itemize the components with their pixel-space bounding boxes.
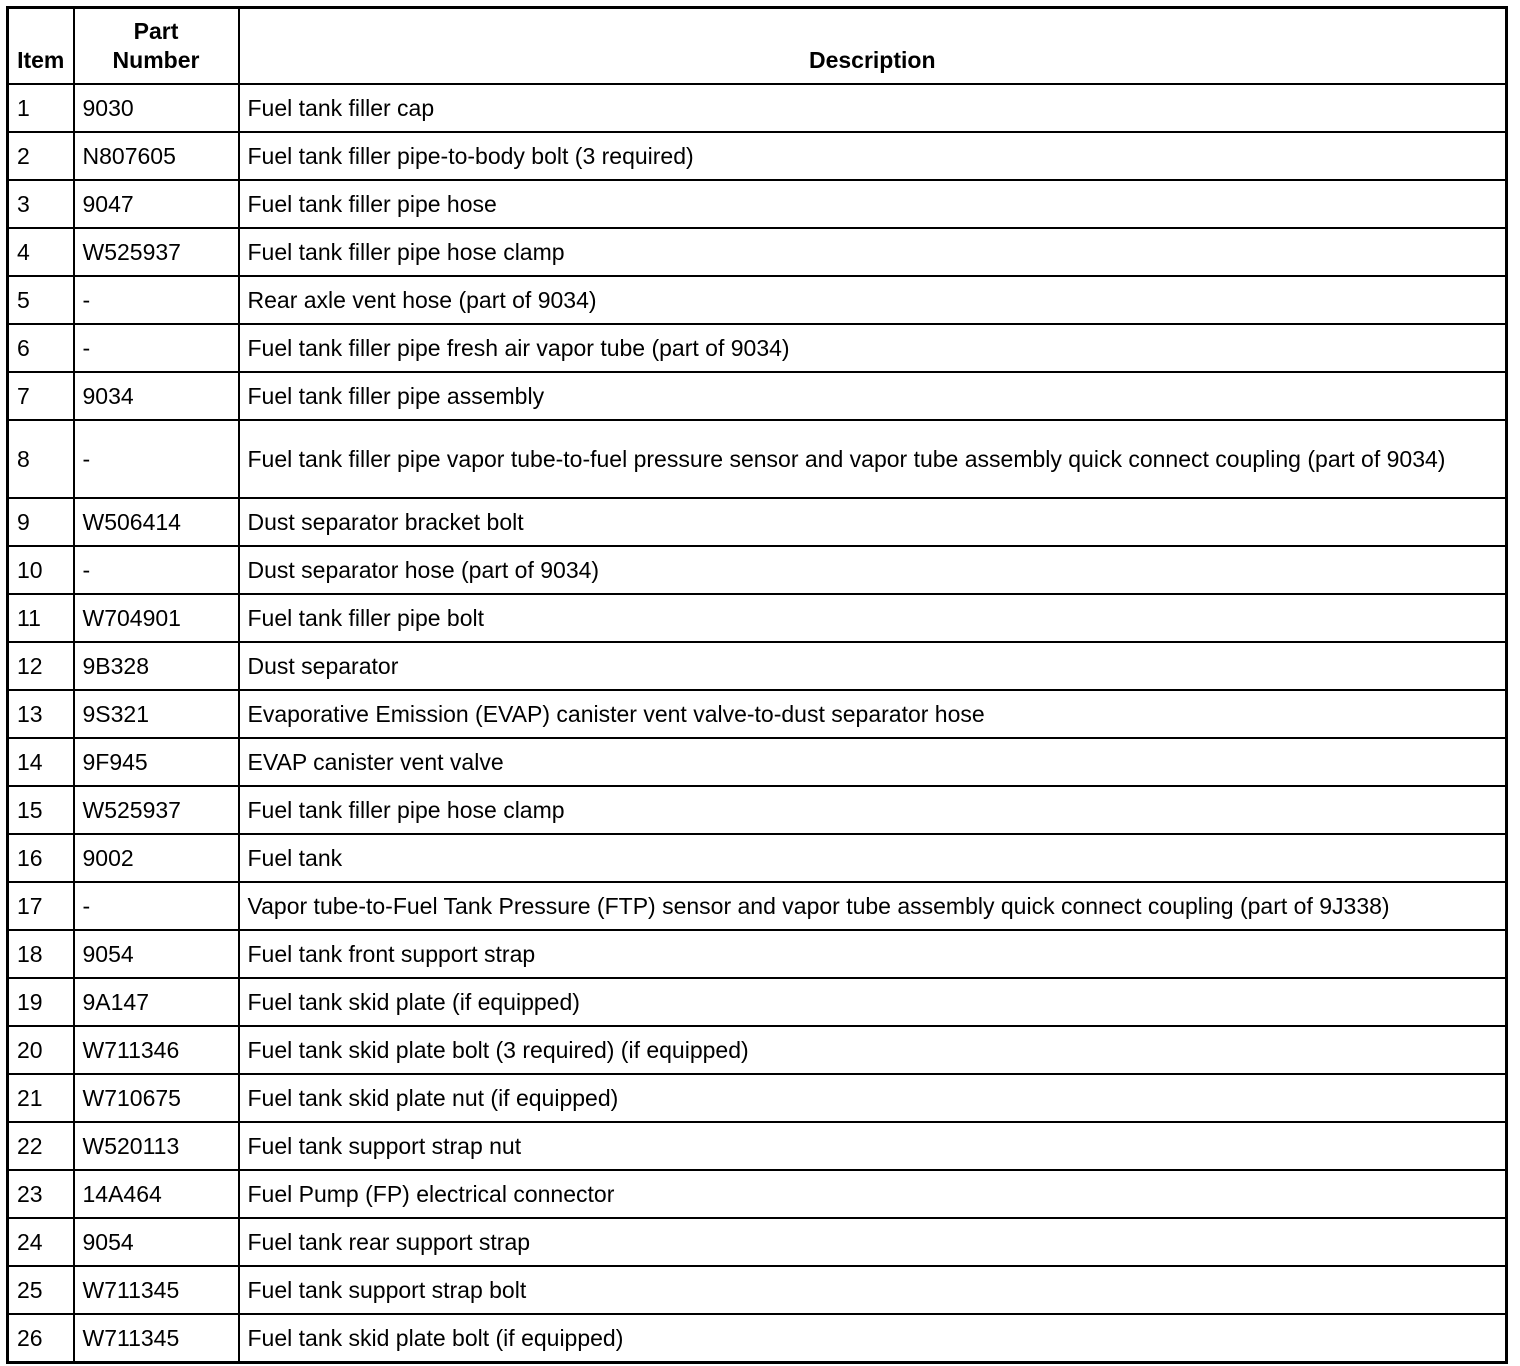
table-row (8, 1122, 1507, 1170)
description-cell: Fuel tank skid plate (if equipped) (239, 978, 1507, 1026)
description-cell: Rear axle vent hose (part of 9034) (239, 276, 1507, 324)
table-row (8, 498, 1507, 546)
table-row (8, 1218, 1507, 1266)
description-cell: Fuel tank skid plate bolt (if equipped) (239, 1314, 1507, 1363)
table-row (8, 84, 1507, 132)
description-cell: Dust separator bracket bolt (239, 498, 1507, 546)
part-number-cell: 14A464 (74, 1170, 239, 1218)
item-cell: 1 (8, 84, 74, 132)
item-cell: 4 (8, 228, 74, 276)
table-row (8, 642, 1507, 690)
parts-table (6, 6, 1508, 1364)
item-cell: 18 (8, 930, 74, 978)
item-cell: 22 (8, 1122, 74, 1170)
part-number-cell: 9054 (74, 1218, 239, 1266)
description-cell: Fuel tank filler pipe vapor tube-to-fuel pressure sensor and vapor tube assembly quick connect coupling (part of 9034) (239, 420, 1507, 498)
item-cell: 8 (8, 420, 74, 498)
description-cell: Fuel tank filler pipe fresh air vapor tube (part of 9034) (239, 324, 1507, 372)
item-cell: 20 (8, 1026, 74, 1074)
description-cell: Fuel tank (239, 834, 1507, 882)
item-cell: 12 (8, 642, 74, 690)
item-cell: 5 (8, 276, 74, 324)
description-cell: Fuel tank rear support strap (239, 1218, 1507, 1266)
part-number-cell: - (74, 324, 239, 372)
part-number-cell: W711345 (74, 1314, 239, 1363)
description-cell: Fuel tank front support strap (239, 930, 1507, 978)
part-number-cell: W520113 (74, 1122, 239, 1170)
description-cell: Fuel tank filler pipe-to-body bolt (3 required) (239, 132, 1507, 180)
table-row (8, 882, 1507, 930)
header-description: Description (239, 8, 1507, 85)
table-row (8, 132, 1507, 180)
item-cell: 13 (8, 690, 74, 738)
part-number-cell: 9002 (74, 834, 239, 882)
part-number-cell: 9B328 (74, 642, 239, 690)
part-number-cell: - (74, 420, 239, 498)
item-cell: 2 (8, 132, 74, 180)
header-row (8, 8, 1507, 85)
part-number-cell: W711346 (74, 1026, 239, 1074)
table-row (8, 1170, 1507, 1218)
table-row (8, 1314, 1507, 1363)
part-number-cell: 9S321 (74, 690, 239, 738)
table-body (8, 84, 1507, 1363)
description-cell: EVAP canister vent valve (239, 738, 1507, 786)
description-cell: Dust separator (239, 642, 1507, 690)
table-row (8, 738, 1507, 786)
table-row (8, 1074, 1507, 1122)
description-cell: Vapor tube-to-Fuel Tank Pressure (FTP) sensor and vapor tube assembly quick connect coupling (part of 9J338) (239, 882, 1507, 930)
table-row (8, 546, 1507, 594)
header-part-line1: Part (133, 18, 179, 44)
table-row (8, 594, 1507, 642)
table-row (8, 978, 1507, 1026)
part-number-cell: - (74, 882, 239, 930)
item-cell: 24 (8, 1218, 74, 1266)
table-row (8, 180, 1507, 228)
item-cell: 17 (8, 882, 74, 930)
header-part-number (74, 8, 239, 85)
item-cell: 16 (8, 834, 74, 882)
part-number-cell: - (74, 546, 239, 594)
item-cell: 6 (8, 324, 74, 372)
part-number-cell: W525937 (74, 786, 239, 834)
table-row (8, 786, 1507, 834)
part-number-cell: 9034 (74, 372, 239, 420)
part-number-cell: W704901 (74, 594, 239, 642)
item-cell: 14 (8, 738, 74, 786)
table-row (8, 276, 1507, 324)
item-cell: 25 (8, 1266, 74, 1314)
item-cell: 10 (8, 546, 74, 594)
description-cell: Fuel tank filler pipe hose clamp (239, 786, 1507, 834)
description-cell: Fuel tank filler pipe bolt (239, 594, 1507, 642)
table-row (8, 1266, 1507, 1314)
part-number-cell: 9A147 (74, 978, 239, 1026)
item-cell: 7 (8, 372, 74, 420)
part-number-cell: W710675 (74, 1074, 239, 1122)
description-cell: Fuel tank filler cap (239, 84, 1507, 132)
part-number-cell: W711345 (74, 1266, 239, 1314)
item-cell: 3 (8, 180, 74, 228)
description-cell: Fuel tank support strap nut (239, 1122, 1507, 1170)
table-row (8, 372, 1507, 420)
description-cell: Fuel tank skid plate nut (if equipped) (239, 1074, 1507, 1122)
item-cell: 9 (8, 498, 74, 546)
description-cell: Fuel tank filler pipe assembly (239, 372, 1507, 420)
part-number-cell: W525937 (74, 228, 239, 276)
part-number-cell: N807605 (74, 132, 239, 180)
table-row (8, 834, 1507, 882)
table-row (8, 930, 1507, 978)
description-cell: Fuel Pump (FP) electrical connector (239, 1170, 1507, 1218)
item-cell: 26 (8, 1314, 74, 1363)
description-cell: Fuel tank filler pipe hose clamp (239, 228, 1507, 276)
description-cell: Fuel tank filler pipe hose (239, 180, 1507, 228)
header-part-line2: Number (112, 47, 200, 73)
description-cell: Fuel tank skid plate bolt (3 required) (if equipped) (239, 1026, 1507, 1074)
description-cell: Dust separator hose (part of 9034) (239, 546, 1507, 594)
description-cell: Fuel tank support strap bolt (239, 1266, 1507, 1314)
part-number-cell: - (74, 276, 239, 324)
header-item: Item (8, 8, 74, 85)
table-row (8, 228, 1507, 276)
item-cell: 11 (8, 594, 74, 642)
table-row (8, 420, 1507, 498)
part-number-cell: 9047 (74, 180, 239, 228)
item-cell: 19 (8, 978, 74, 1026)
part-number-cell: 9030 (74, 84, 239, 132)
part-number-cell: W506414 (74, 498, 239, 546)
part-number-cell: 9054 (74, 930, 239, 978)
table-row (8, 1026, 1507, 1074)
item-cell: 15 (8, 786, 74, 834)
table-row (8, 324, 1507, 372)
table-row (8, 690, 1507, 738)
item-cell: 23 (8, 1170, 74, 1218)
part-number-cell: 9F945 (74, 738, 239, 786)
description-cell: Evaporative Emission (EVAP) canister vent valve-to-dust separator hose (239, 690, 1507, 738)
item-cell: 21 (8, 1074, 74, 1122)
